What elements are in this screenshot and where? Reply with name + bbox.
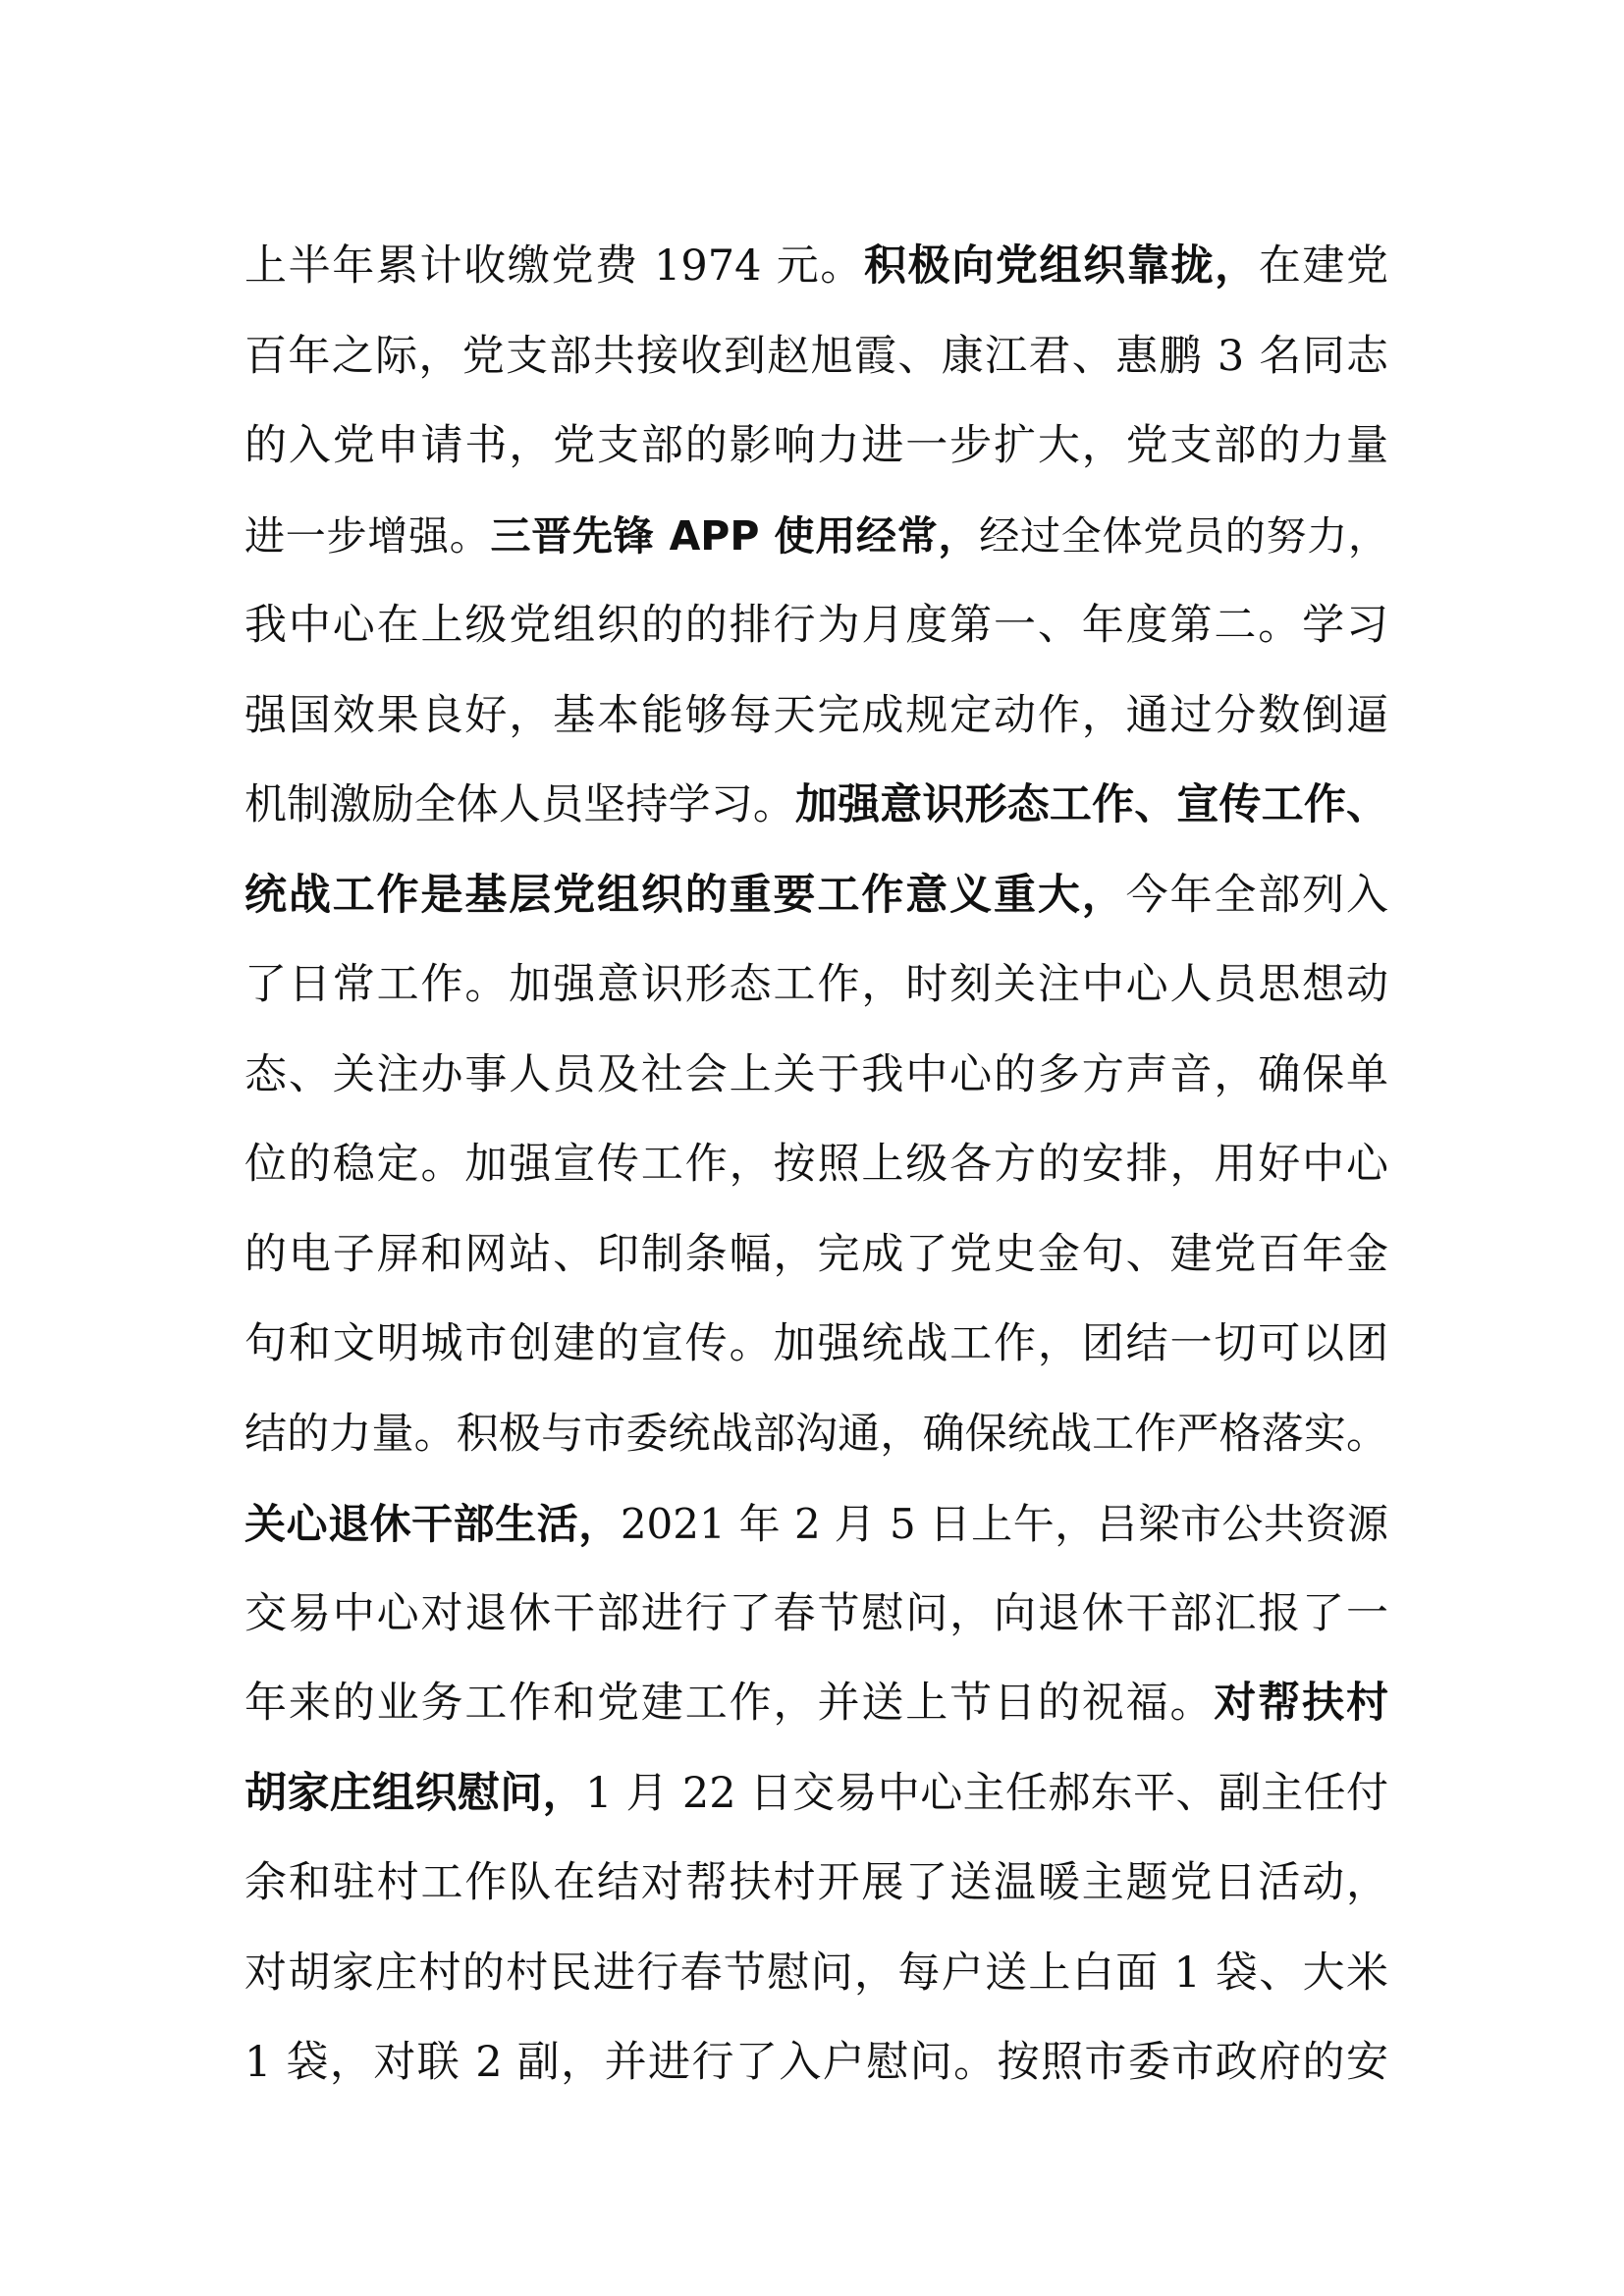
text-line <box>244 1300 1388 1390</box>
body-text <box>244 222 1388 2109</box>
text-line <box>244 1659 1388 1749</box>
text-line <box>244 222 1388 312</box>
body-text-segment: 了日常工作。加强意识形态工作，时刻关注中心人员思想动 <box>244 960 1388 1009</box>
body-text-segment: 交易中心对退休干部进行了春节慰问，向退休干部汇报了一 <box>244 1588 1388 1638</box>
body-text-segment: 机制激励全体人员坚持学习。 <box>244 780 795 829</box>
text-line <box>244 1929 1388 2019</box>
bold-heading-text: 胡家庄组织慰问， <box>244 1768 586 1818</box>
text-line <box>244 2018 1388 2109</box>
body-text-segment: 态、关注办事人员及社会上关于我中心的多方声音，确保单 <box>244 1049 1388 1099</box>
body-text-segment: 1 月 22 日交易中心主任郝东平、副主任付 <box>585 1768 1388 1818</box>
body-text-segment: 年来的业务工作和党建工作，并送上节日的祝福。 <box>244 1679 1215 1728</box>
text-line <box>244 492 1388 582</box>
body-text-segment: 的入党申请书，党支部的影响力进一步扩大，党支部的力量 <box>244 421 1388 470</box>
text-line <box>244 1479 1388 1570</box>
body-text-segment: 结的力量。积极与市委统战部沟通，确保统战工作严格落实。 <box>244 1409 1388 1459</box>
body-text-segment: 经过全体党员的努力， <box>979 511 1389 560</box>
body-text-segment: 百年之际，党支部共接收到赵旭霞、康江君、惠鹏 3 名同志 <box>244 331 1388 381</box>
text-line <box>244 1120 1388 1210</box>
text-line <box>244 1570 1388 1660</box>
body-text-segment: 上半年累计收缴党费 1974 元。 <box>244 241 865 291</box>
bold-heading-text: 对帮扶村 <box>1214 1679 1389 1728</box>
body-text-segment: 对胡家庄村的村民进行春节慰问，每户送上白面 1 袋、大米 <box>244 1948 1388 1998</box>
body-text-segment: 1 袋，对联 2 副，并进行了入户慰问。按照市委市政府的安 <box>244 2038 1388 2087</box>
text-line <box>244 671 1388 762</box>
bold-heading-text: 统战工作是基层党组织的重要工作意义重大， <box>244 870 1126 920</box>
text-line <box>244 1749 1388 1840</box>
body-text-segment: 句和文明城市创建的宣传。加强统战工作，团结一切可以团 <box>244 1319 1388 1368</box>
text-line <box>244 940 1388 1031</box>
text-line <box>244 581 1388 671</box>
text-line <box>244 1031 1388 1121</box>
text-line <box>244 1839 1388 1929</box>
body-text-segment: 在建党 <box>1258 241 1389 291</box>
body-text-segment: 位的稳定。加强宣传工作，按照上级各方的安排，用好中心 <box>244 1140 1388 1189</box>
text-line <box>244 1210 1388 1301</box>
text-line <box>244 851 1388 941</box>
body-text-segment: 今年全部列入 <box>1125 870 1389 920</box>
text-line <box>244 401 1388 492</box>
bold-heading-text: 三晋先锋 APP 使用经常， <box>490 511 980 560</box>
bold-heading-text: 积极向党组织靠拢， <box>864 241 1259 291</box>
body-text-segment: 强国效果良好，基本能够每天完成规定动作，通过分数倒逼 <box>244 690 1388 740</box>
body-text-segment: 我中心在上级党组织的的排行为月度第一、年度第二。学习 <box>244 601 1388 650</box>
body-text-segment: 余和驻村工作队在结对帮扶村开展了送温暖主题党日活动， <box>244 1858 1388 1907</box>
body-text-segment: 2021 年 2 月 5 日上午，吕梁市公共资源 <box>620 1500 1388 1548</box>
text-line <box>244 312 1388 402</box>
bold-heading-text: 关心退休干部生活， <box>244 1500 621 1548</box>
body-text-segment: 的电子屏和网站、印制条幅，完成了党史金句、建党百年金 <box>244 1229 1388 1279</box>
bold-heading-text: 加强意识形态工作、宣传工作、 <box>795 780 1388 829</box>
body-text-segment: 进一步增强。 <box>244 511 491 560</box>
text-line <box>244 1390 1388 1480</box>
text-line <box>244 761 1388 851</box>
